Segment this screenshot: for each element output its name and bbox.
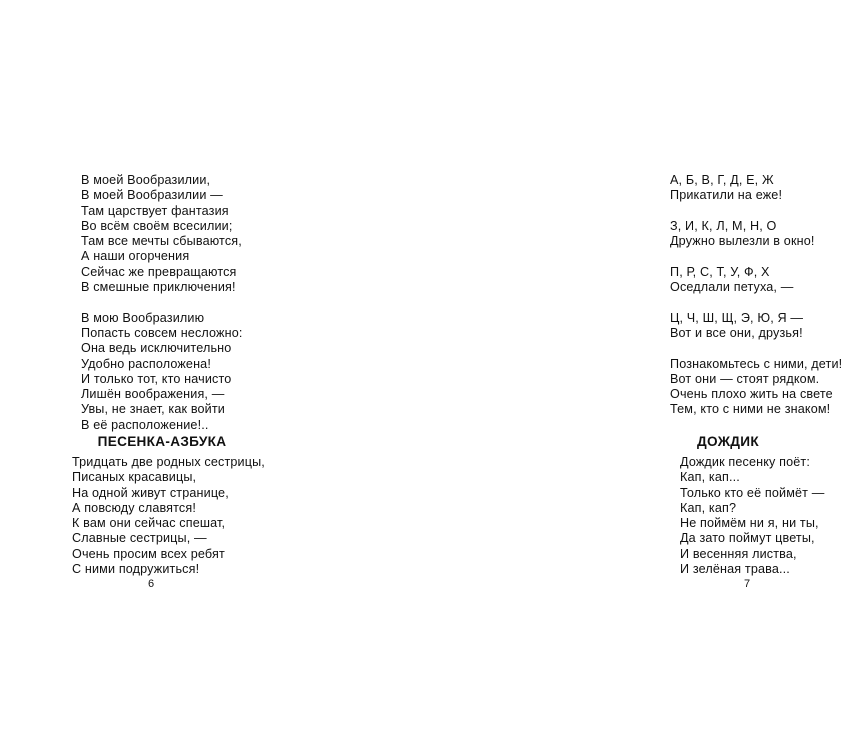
poem-line: Писаных красавицы,: [72, 470, 197, 485]
poem-line: Увы, не знает, как войти: [81, 402, 225, 417]
poem-vobrazilia: [81, 173, 243, 433]
poem-line: Тем, кто с ними не знаком!: [670, 402, 831, 417]
poem-line: Да зато поймут цветы,: [680, 531, 815, 546]
poem-line: Очень просим всех ребят: [72, 546, 225, 561]
poem-alphabet: [670, 173, 842, 418]
poem-line: Прикатили на еже!: [670, 188, 783, 203]
poem-line: В моей Вообразилии,: [81, 173, 211, 187]
poem-line: И весенняя листва,: [680, 546, 797, 561]
stanza: [670, 311, 842, 342]
poem-line: Только кто её поймёт —: [680, 485, 825, 500]
poem-line: В моей Вообразилии —: [81, 188, 223, 203]
poem-title-pesenka-azbuka: ПЕСЕНКА-АЗБУКА: [97, 434, 227, 449]
poem-line: Познакомьтесь с ними, дети!: [670, 356, 842, 371]
poem-line: А повсюду славятся!: [72, 500, 196, 515]
poem-line: Тридцать две родных сестрицы,: [72, 455, 265, 469]
poem-pesenka-azbuka: [72, 455, 265, 577]
poem-line: Кап, кап...: [680, 470, 740, 485]
poem-line: Очень плохо жить на свете: [670, 387, 833, 402]
page-number-right: 7: [744, 578, 751, 590]
stanza: [670, 219, 842, 250]
poem-line: Славные сестрицы, —: [72, 531, 207, 546]
poem-line: А, Б, В, Г, Д, Е, Ж: [670, 173, 774, 187]
poem-line: Там все мечты сбываются,: [81, 234, 242, 249]
poem-line: Сейчас же превращаются: [81, 264, 237, 279]
poem-line: В смешные приключения!: [81, 280, 236, 295]
poem-line: К вам они сейчас спешат,: [72, 516, 226, 531]
poem-line: З, И, К, Л, М, Н, О: [670, 218, 777, 233]
right-page: [300, 0, 842, 750]
poem-line: В мою Вообразилию: [81, 310, 205, 325]
poem-line: Кап, кап?: [680, 500, 737, 515]
poem-line: Вот и все они, друзья!: [670, 325, 803, 340]
poem-line: Во всём своём всесилии;: [81, 218, 233, 233]
poem-line: Удобно расположена!: [81, 356, 211, 371]
poem-line: А наши огорчения: [81, 249, 190, 264]
poem-dozhdik: [680, 455, 824, 577]
poem-line: П, Р, С, Т, У, Ф, Х: [670, 264, 770, 279]
poem-line: На одной живут странице,: [72, 485, 229, 500]
poem-line: Лишён воображения, —: [81, 387, 225, 402]
poem-line: Она ведь исключительно: [81, 341, 232, 356]
stanza: [680, 455, 824, 577]
stanza: [81, 173, 243, 295]
poem-line: С ними подружиться!: [72, 562, 200, 577]
poem-line: И зелёная трава...: [680, 562, 790, 577]
poem-line: Не поймём ни я, ни ты,: [680, 516, 819, 531]
stanza: [72, 455, 265, 577]
poem-line: Попасть совсем несложно:: [81, 325, 243, 340]
poem-line: Дождик песенку поёт:: [680, 455, 810, 469]
poem-line: Вот они — стоят рядком.: [670, 371, 820, 386]
stanza: [670, 173, 842, 204]
poem-line: Там царствует фантазия: [81, 203, 229, 218]
poem-line: Дружно вылезли в окно!: [670, 234, 815, 249]
stanza: [81, 311, 243, 433]
page-number-left: 6: [148, 578, 155, 590]
poem-title-dozhdik: ДОЖДИК: [697, 434, 759, 449]
poem-line: Оседлали петуха, —: [670, 280, 794, 295]
stanza: [670, 265, 842, 296]
poem-line: Ц, Ч, Ш, Щ, Э, Ю, Я —: [670, 310, 804, 325]
stanza: [670, 357, 842, 418]
left-page: [0, 0, 300, 750]
poem-line: В её расположение!..: [81, 417, 209, 432]
poem-line: И только тот, кто начисто: [81, 371, 232, 386]
